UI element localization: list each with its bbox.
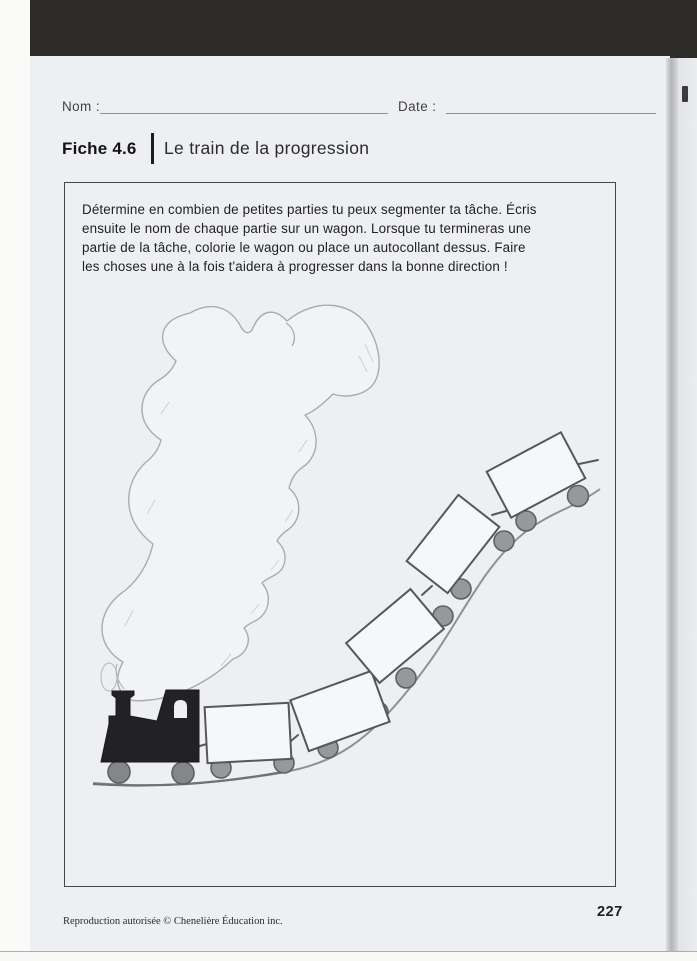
page-edge-mark (682, 86, 688, 102)
train-progression-illustration (65, 184, 615, 884)
scan-black-bar (30, 0, 697, 56)
wagon-4 (407, 495, 500, 593)
wagon-wheel (494, 531, 514, 551)
coupling-w3-w4 (422, 586, 432, 595)
wagon-1 (205, 703, 292, 763)
instruction-line-4: les choses une à la fois t'aidera à progresser dans la bonne direction ! (82, 259, 508, 274)
date-write-line (446, 112, 656, 114)
locomotive (101, 690, 199, 762)
wagon-2 (290, 671, 389, 751)
wagon-wheel (568, 486, 589, 507)
locomotive-cab-window (174, 700, 187, 718)
page-edge-shadow (666, 58, 678, 951)
page-edge-outer (678, 58, 697, 951)
coupling-w1-w2 (291, 735, 298, 741)
smoke-plume-outline (102, 305, 379, 701)
wagon-3 (346, 589, 444, 683)
fiche-number-label: Fiche 4.6 (62, 139, 137, 158)
smoke-plume (101, 305, 379, 701)
loco-wheel (108, 761, 130, 783)
loco-wheel (172, 762, 194, 784)
coupling-w4-w5 (492, 511, 506, 515)
instruction-line-1: Détermine en combien de petites parties tu peux segmenter ta tâche. Écris (82, 202, 537, 217)
locomotive-body (101, 690, 199, 762)
name-write-line (100, 112, 388, 114)
footer-copyright: Reproduction autorisée © Chenelière Éducation inc. (63, 916, 283, 927)
instruction-line-3: partie de la tâche, colorie le wagon ou place un autocollant dessus. Faire (82, 240, 526, 255)
instruction-line-2: ensuite le nom de chaque partie sur un wagon. Lorsque tu termineras une (82, 221, 532, 236)
coupling-tail-hook (579, 460, 598, 464)
page-number: 227 (597, 904, 623, 920)
wagon-wheel (396, 668, 416, 688)
smoke-puff-small (101, 663, 117, 691)
date-label: Date : (398, 99, 437, 114)
title-divider (151, 133, 154, 164)
name-label: Nom : (62, 99, 101, 114)
page-title: Le train de la progression (164, 138, 370, 158)
wagon-5 (487, 432, 586, 517)
